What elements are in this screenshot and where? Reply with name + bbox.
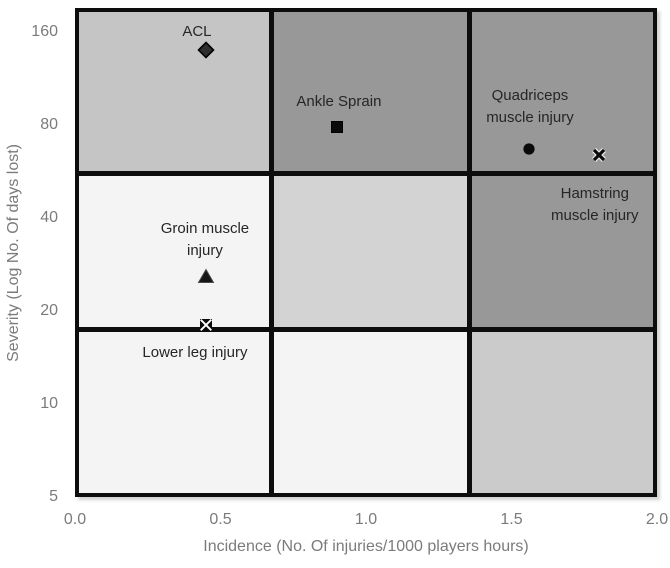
data-point-x-marker: [591, 148, 606, 163]
data-point-label-line: Hamstring: [560, 185, 629, 203]
data-point-circle-marker: [522, 143, 535, 156]
x-tick-label: 1.0: [354, 511, 378, 528]
data-point-label-line: Groin muscle: [160, 220, 250, 237]
y-tick-label: 5: [49, 488, 58, 505]
data-point-label-line: ACL: [182, 23, 212, 41]
data-point-diamond-marker: [197, 42, 214, 59]
y-tick-label: 40: [40, 209, 58, 227]
y-tick-label: 80: [40, 116, 58, 134]
y-tick-label: 160: [31, 23, 58, 41]
data-point-label-line: injury: [187, 242, 223, 259]
x-axis-title: Incidence (No. Of injuries/1000 players hours): [203, 538, 529, 555]
x-tick-label: 0.0: [63, 511, 87, 528]
data-point-triangle-marker: [197, 269, 214, 284]
y-axis-tick-labels: [0, 8, 75, 505]
data-markers-layer: [75, 8, 657, 497]
x-tick-label: 0.5: [209, 511, 232, 528]
data-point-label-line: Ankle Sprain: [296, 93, 382, 111]
x-tick-label: 1.5: [500, 511, 523, 528]
x-tick-label: 2.0: [645, 511, 669, 528]
data-point-label-line: muscle injury: [486, 109, 574, 127]
data-point-box-x-marker: [199, 319, 212, 332]
y-tick-label: 20: [40, 302, 58, 320]
y-axis-title-text: Severity (Log No. Of days lost): [5, 143, 22, 362]
y-tick-label: 10: [40, 395, 58, 413]
data-point-label-line: Lower leg injury: [142, 344, 248, 362]
plot-area: [75, 8, 657, 497]
data-point-label-line: Quadriceps: [491, 87, 569, 105]
x-axis-tick-labels: [63, 505, 669, 531]
data-point-square-marker: [331, 121, 343, 133]
data-point-label-line: muscle injury: [551, 207, 639, 225]
